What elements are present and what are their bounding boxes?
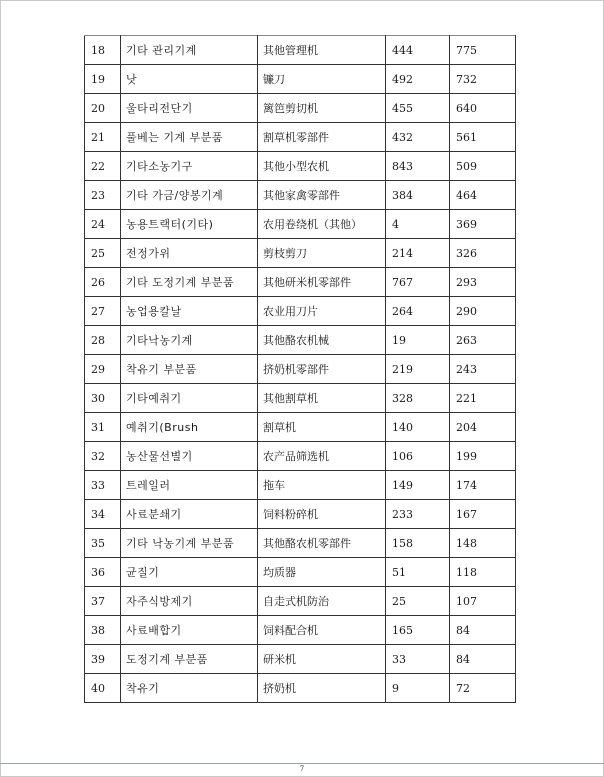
- chinese-name: 农业用刀片: [258, 297, 386, 326]
- row-number: 28: [85, 326, 121, 355]
- value-a: 219: [386, 355, 450, 384]
- value-a: 19: [386, 326, 450, 355]
- value-a: 158: [386, 529, 450, 558]
- row-number: 35: [85, 529, 121, 558]
- chinese-name: 其他割草机: [258, 384, 386, 413]
- row-number: 24: [85, 210, 121, 239]
- row-number: 39: [85, 645, 121, 674]
- korean-name: 착유기: [121, 674, 258, 703]
- value-b: 732: [450, 65, 516, 94]
- chinese-name: 农用卷绕机（其他）: [258, 210, 386, 239]
- table-row: [85, 268, 516, 297]
- row-number: 22: [85, 152, 121, 181]
- chinese-name: 挤奶机: [258, 674, 386, 703]
- row-number: 32: [85, 442, 121, 471]
- chinese-name: 饲料配合机: [258, 616, 386, 645]
- row-number: 20: [85, 94, 121, 123]
- korean-name: 기타소농기구: [121, 152, 258, 181]
- table-row: [85, 355, 516, 384]
- value-a: 432: [386, 123, 450, 152]
- value-b: 290: [450, 297, 516, 326]
- table-row: [85, 326, 516, 355]
- value-a: 328: [386, 384, 450, 413]
- korean-name: 낫: [121, 65, 258, 94]
- table-row: [85, 471, 516, 500]
- value-b: 293: [450, 268, 516, 297]
- table-row: [85, 674, 516, 703]
- row-number: 29: [85, 355, 121, 384]
- value-b: 84: [450, 616, 516, 645]
- value-a: 455: [386, 94, 450, 123]
- chinese-name: 挤奶机零部件: [258, 355, 386, 384]
- value-a: 149: [386, 471, 450, 500]
- korean-name: 전정가위: [121, 239, 258, 268]
- row-number: 19: [85, 65, 121, 94]
- value-a: 767: [386, 268, 450, 297]
- machinery-table: [84, 35, 516, 703]
- korean-name: 예취기(Brush: [121, 413, 258, 442]
- value-b: 326: [450, 239, 516, 268]
- value-b: 72: [450, 674, 516, 703]
- value-a: 233: [386, 500, 450, 529]
- row-number: 31: [85, 413, 121, 442]
- table-row: [85, 65, 516, 94]
- korean-name: 기타 낙농기계 부분품: [121, 529, 258, 558]
- value-a: 843: [386, 152, 450, 181]
- chinese-name: 其他小型农机: [258, 152, 386, 181]
- chinese-name: 农产品筛选机: [258, 442, 386, 471]
- value-b: 107: [450, 587, 516, 616]
- value-a: 9: [386, 674, 450, 703]
- chinese-name: 镰刀: [258, 65, 386, 94]
- table-row: [85, 123, 516, 152]
- table-row: [85, 645, 516, 674]
- table-row: [85, 500, 516, 529]
- table-row: [85, 210, 516, 239]
- chinese-name: 其他研米机零部件: [258, 268, 386, 297]
- chinese-name: 研米机: [258, 645, 386, 674]
- value-a: 51: [386, 558, 450, 587]
- value-b: 204: [450, 413, 516, 442]
- korean-name: 농업용칼날: [121, 297, 258, 326]
- row-number: 30: [85, 384, 121, 413]
- value-b: 369: [450, 210, 516, 239]
- value-a: 264: [386, 297, 450, 326]
- value-a: 140: [386, 413, 450, 442]
- value-b: 221: [450, 384, 516, 413]
- page-number: 7: [299, 765, 305, 773]
- korean-name: 풀베는 기계 부분품: [121, 123, 258, 152]
- value-b: 84: [450, 645, 516, 674]
- korean-name: 기타 관리기계: [121, 36, 258, 65]
- table-row: [85, 413, 516, 442]
- chinese-name: 拖车: [258, 471, 386, 500]
- chinese-name: 割草机零部件: [258, 123, 386, 152]
- korean-name: 농산물선별기: [121, 442, 258, 471]
- value-a: 165: [386, 616, 450, 645]
- row-number: 34: [85, 500, 121, 529]
- chinese-name: 其他酪农机械: [258, 326, 386, 355]
- value-b: 174: [450, 471, 516, 500]
- value-b: 148: [450, 529, 516, 558]
- chinese-name: 其他家禽零部件: [258, 181, 386, 210]
- korean-name: 사료배합기: [121, 616, 258, 645]
- row-number: 40: [85, 674, 121, 703]
- value-a: 33: [386, 645, 450, 674]
- korean-name: 트레일러: [121, 471, 258, 500]
- table-row: [85, 442, 516, 471]
- korean-name: 기타 가금/양봉기계: [121, 181, 258, 210]
- row-number: 37: [85, 587, 121, 616]
- table-row: [85, 94, 516, 123]
- table-row: [85, 297, 516, 326]
- chinese-name: 其他管理机: [258, 36, 386, 65]
- value-a: 384: [386, 181, 450, 210]
- table-row: [85, 384, 516, 413]
- row-number: 33: [85, 471, 121, 500]
- value-b: 199: [450, 442, 516, 471]
- value-b: 561: [450, 123, 516, 152]
- table-row: [85, 239, 516, 268]
- korean-name: 균질기: [121, 558, 258, 587]
- row-number: 21: [85, 123, 121, 152]
- value-b: 775: [450, 36, 516, 65]
- row-number: 18: [85, 36, 121, 65]
- row-number: 26: [85, 268, 121, 297]
- value-b: 464: [450, 181, 516, 210]
- table-row: [85, 152, 516, 181]
- value-b: 243: [450, 355, 516, 384]
- table-row: [85, 558, 516, 587]
- table-row: [85, 529, 516, 558]
- value-b: 263: [450, 326, 516, 355]
- value-a: 106: [386, 442, 450, 471]
- table-row: [85, 587, 516, 616]
- table-row: [85, 181, 516, 210]
- chinese-name: 均质器: [258, 558, 386, 587]
- row-number: 27: [85, 297, 121, 326]
- value-b: 640: [450, 94, 516, 123]
- korean-name: 농용트랙터(기타): [121, 210, 258, 239]
- row-number: 25: [85, 239, 121, 268]
- korean-name: 기타 도정기계 부분품: [121, 268, 258, 297]
- korean-name: 사료분쇄기: [121, 500, 258, 529]
- value-b: 167: [450, 500, 516, 529]
- korean-name: 자주식방제기: [121, 587, 258, 616]
- chinese-name: 割草机: [258, 413, 386, 442]
- table-row: [85, 36, 516, 65]
- footer-rule: [0, 763, 604, 764]
- korean-name: 도정기계 부분품: [121, 645, 258, 674]
- value-b: 118: [450, 558, 516, 587]
- row-number: 38: [85, 616, 121, 645]
- row-number: 36: [85, 558, 121, 587]
- row-number: 23: [85, 181, 121, 210]
- chinese-name: 篱笆剪切机: [258, 94, 386, 123]
- korean-name: 울타리전단기: [121, 94, 258, 123]
- value-b: 509: [450, 152, 516, 181]
- value-a: 214: [386, 239, 450, 268]
- value-a: 4: [386, 210, 450, 239]
- value-a: 444: [386, 36, 450, 65]
- korean-name: 착유기 부분품: [121, 355, 258, 384]
- chinese-name: 饲料粉碎机: [258, 500, 386, 529]
- korean-name: 기타예취기: [121, 384, 258, 413]
- chinese-name: 剪枝剪刀: [258, 239, 386, 268]
- chinese-name: 其他酪农机零部件: [258, 529, 386, 558]
- korean-name: 기타낙농기계: [121, 326, 258, 355]
- table-row: [85, 616, 516, 645]
- value-a: 25: [386, 587, 450, 616]
- value-a: 492: [386, 65, 450, 94]
- table-body: [85, 36, 516, 703]
- chinese-name: 自走式机防治: [258, 587, 386, 616]
